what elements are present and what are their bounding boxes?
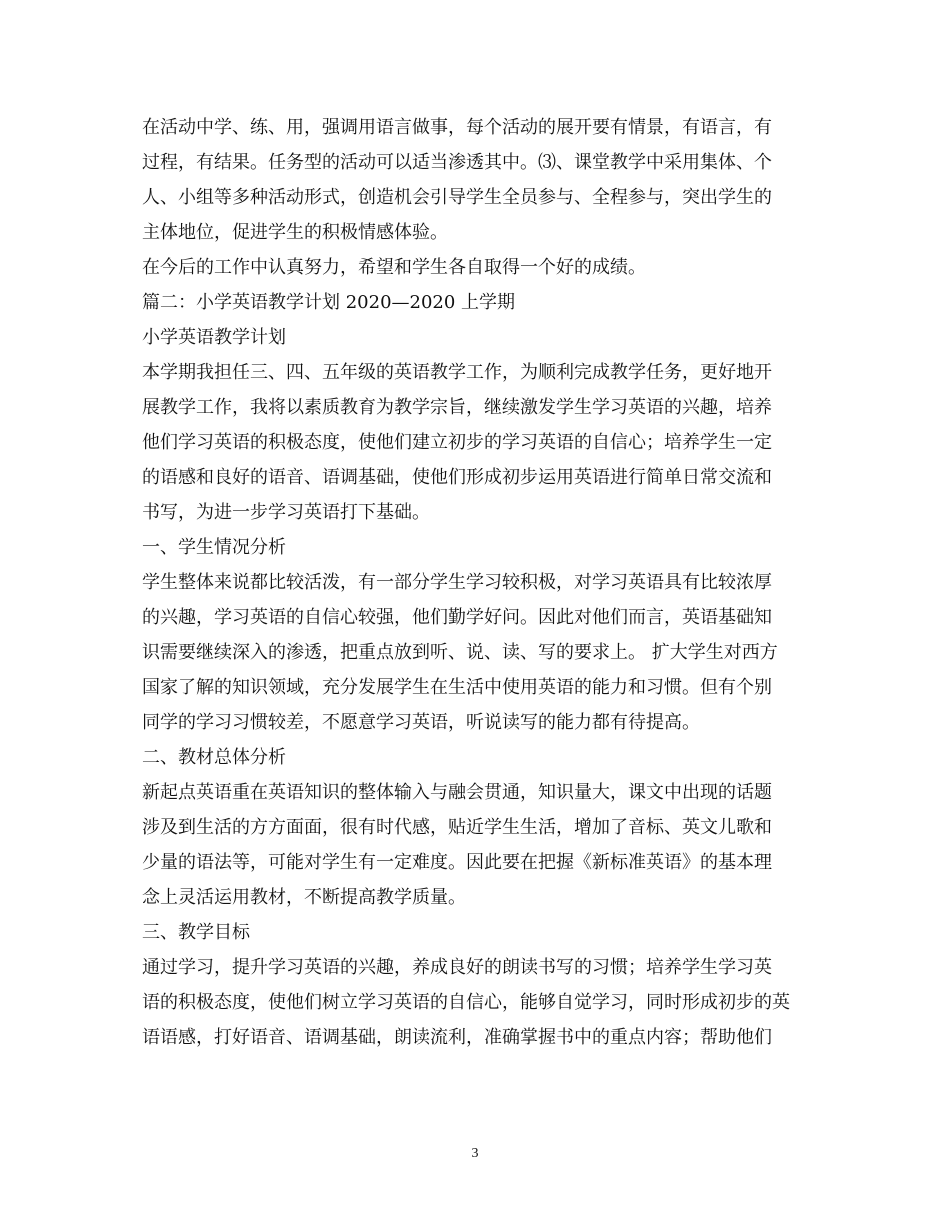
text-line: 过程，有结果。任务型的活动可以适当渗透其中。⑶、课堂教学中采用集体、个 [142, 152, 772, 173]
text-line: 主体地位，促进学生的积极情感体验。 [142, 222, 448, 243]
document-body [142, 110, 812, 1055]
section-heading: 三、教学目标 [142, 922, 250, 943]
text-line: 语语感，打好语音、语调基础，朗读流利，准确掌握书中的重点内容；帮助他们 [142, 1027, 772, 1048]
text-line: 的兴趣，学习英语的自信心较强，他们勤学好问。因此对他们而言，英语基础知 [142, 607, 772, 628]
text-line: 展教学工作，我将以素质教育为教学宗旨，继续激发学生学习英语的兴趣，培养 [142, 397, 772, 418]
text-line: 国家了解的知识领域，充分发展学生在生活中使用英语的能力和习惯。但有个别 [142, 677, 772, 698]
text-line: 本学期我担任三、四、五年级的英语教学工作，为顺利完成教学任务，更好地开 [142, 362, 772, 383]
text-line: 他们学习英语的积极态度，使他们建立初步的学习英语的自信心；培养学生一定 [142, 432, 772, 453]
text-line: 念上灵活运用教材，不断提高教学质量。 [142, 887, 466, 908]
section-heading: 二、教材总体分析 [142, 747, 286, 768]
text-line: 学生整体来说都比较活泼，有一部分学生学习较积极，对学习英语具有比较浓厚 [142, 572, 772, 593]
section-heading: 篇二：小学英语教学计划 2020—2020 上学期 [142, 292, 516, 313]
text-line: 在今后的工作中认真努力，希望和学生各自取得一个好的成绩。 [142, 257, 646, 278]
text-line: 在活动中学、练、用，强调用语言做事，每个活动的展开要有情景，有语言，有 [142, 117, 772, 138]
text-line: 语的积极态度，使他们树立学习英语的自信心，能够自觉学习，同时形成初步的英 [142, 992, 790, 1013]
page-number: 3 [471, 1146, 479, 1161]
text-line: 书写，为进一步学习英语打下基础。 [142, 502, 430, 523]
text-line: 少量的语法等，可能对学生有一定难度。因此要在把握《新标准英语》的基本理 [142, 852, 772, 873]
section-heading: 一、学生情况分析 [142, 537, 286, 558]
document-title: 小学英语教学计划 [142, 327, 286, 348]
text-line: 通过学习，提升学习英语的兴趣，养成良好的朗读书写的习惯；培养学生学习英 [142, 957, 772, 978]
text-line: 人、小组等多种活动形式，创造机会引导学生全员参与、全程参与，突出学生的 [142, 187, 772, 208]
text-line: 同学的学习习惯较差，不愿意学习英语，听说读写的能力都有待提高。 [142, 712, 700, 733]
text-line: 新起点英语重在英语知识的整体输入与融会贯通，知识量大，课文中出现的话题 [142, 782, 772, 803]
text-line: 识需要继续深入的渗透，把重点放到听、说、读、写的要求上。 扩大学生对西方 [142, 642, 778, 663]
text-line: 的语感和良好的语音、语调基础，使他们形成初步运用英语进行简单日常交流和 [142, 467, 772, 488]
text-line: 涉及到生活的方方面面，很有时代感，贴近学生生活，增加了音标、英文儿歌和 [142, 817, 772, 838]
